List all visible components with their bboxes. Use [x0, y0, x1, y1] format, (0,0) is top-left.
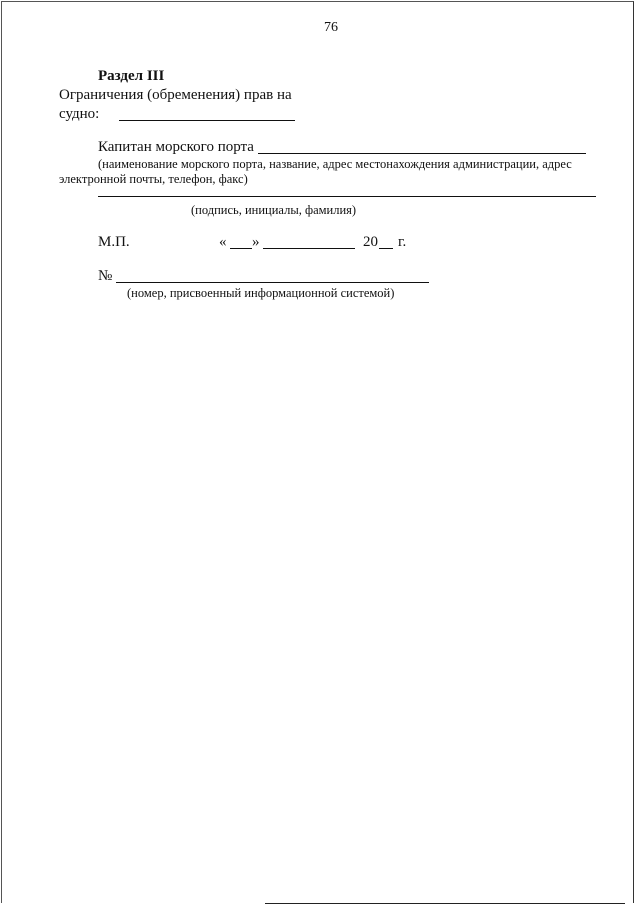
captain-hint-line1: (наименование морского порта, название, адрес местонахождения администрации, адрес — [98, 157, 572, 171]
number-symbol: № — [98, 268, 113, 284]
signature-field[interactable] — [98, 196, 596, 197]
vessel-field[interactable] — [119, 120, 295, 121]
date-quote-open: « — [219, 234, 227, 250]
page-number: 76 — [324, 20, 338, 35]
document-page — [1, 1, 634, 903]
year-suffix: г. — [398, 234, 407, 250]
restrictions-heading: Ограничения (обременения) прав на — [59, 87, 292, 103]
date-quote-close: » — [252, 234, 260, 250]
stamp-label: М.П. — [98, 234, 130, 250]
bottom-edge-line — [265, 903, 625, 904]
number-hint: (номер, присвоенный информационной системой) — [127, 286, 395, 300]
number-field[interactable] — [116, 282, 429, 283]
signature-hint: (подпись, инициалы, фамилия) — [191, 203, 357, 217]
month-field[interactable] — [263, 248, 355, 249]
day-field[interactable] — [230, 248, 252, 249]
captain-field[interactable] — [258, 153, 586, 154]
captain-label: Капитан морского порта — [98, 139, 254, 155]
vessel-label: судно: — [59, 106, 100, 122]
year-prefix: 20 — [363, 234, 378, 250]
year-field[interactable] — [379, 248, 393, 249]
section-title: Раздел III — [98, 68, 165, 84]
captain-hint-line2: электронной почты, телефон, факс) — [59, 172, 248, 186]
